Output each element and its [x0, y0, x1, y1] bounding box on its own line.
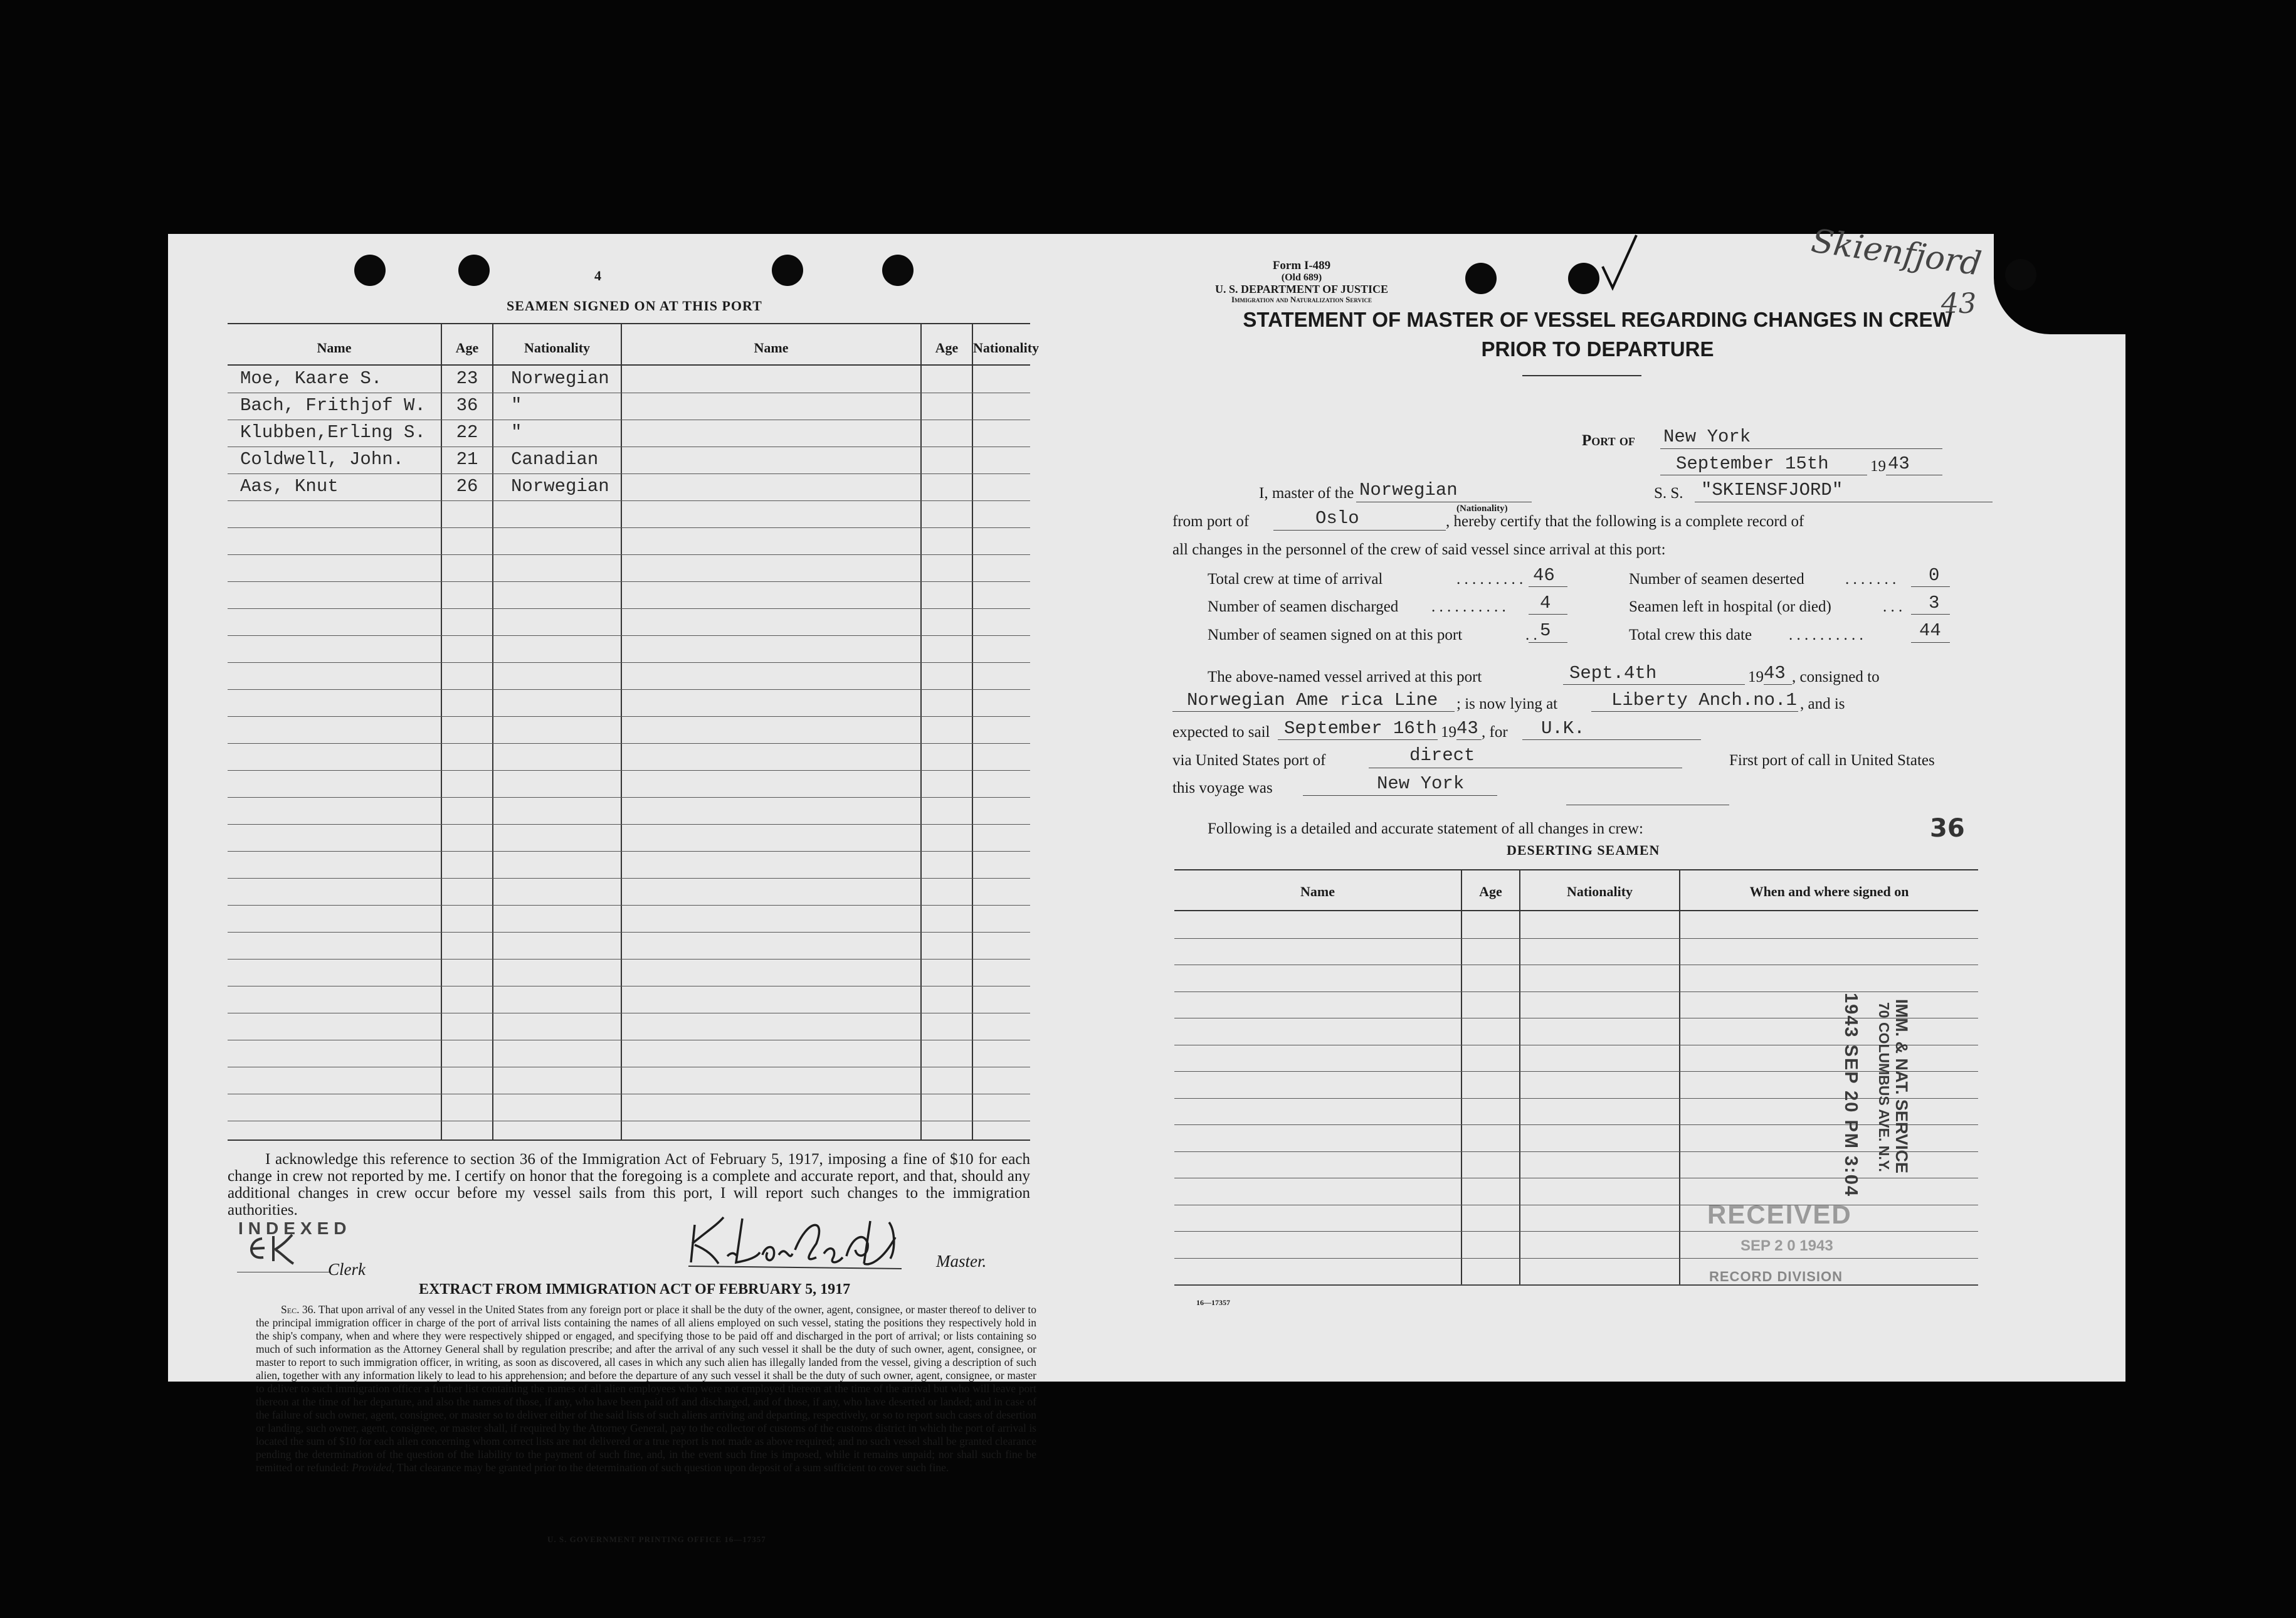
seaman-name: Aas, Knut [240, 476, 339, 497]
table-row [228, 635, 1030, 663]
table-row [1174, 965, 1978, 992]
handwritten-ship-name: Skienfjord [1809, 222, 1984, 283]
arrived-year: 43 [1764, 663, 1786, 684]
seaman-age: 36 [456, 395, 478, 416]
voyage-port: New York [1377, 773, 1465, 794]
table-row [228, 716, 1030, 744]
stamp-address: 70 COLUMBUS AVE. N.Y. [1876, 1002, 1892, 1172]
desert-col-age: Age [1479, 884, 1502, 899]
ship-name: "SKIENSFJORD" [1701, 480, 1843, 500]
punch-hole [2005, 259, 2036, 290]
table-row [228, 878, 1030, 906]
table-row [228, 393, 1030, 420]
table-row [1174, 1205, 1978, 1232]
form-title-line2: PRIOR TO DEPARTURE [1481, 337, 1714, 361]
seaman-nationality: " [511, 395, 522, 416]
arrived-value: Sept.4th [1569, 663, 1657, 684]
seamen-deserted: 0 [1929, 565, 1940, 586]
seaman-name: Coldwell, John. [240, 449, 404, 470]
consignee: Norwegian Ame rica Line [1187, 690, 1438, 711]
expected-year: 43 [1456, 718, 1478, 739]
extract-title: EXTRACT FROM IMMIGRATION ACT OF FEBRUARY 5, 1917 [419, 1281, 851, 1298]
seaman-age: 26 [456, 476, 478, 497]
seamen-signed-on-table [228, 323, 1040, 1141]
seaman-name: Moe, Kaare S. [240, 368, 382, 389]
indexed-stamp: INDEXED [238, 1219, 352, 1238]
table-row [228, 527, 1030, 555]
stamp-received-date: SEP 2 0 1943 [1740, 1237, 1833, 1254]
seaman-age: 23 [456, 368, 478, 389]
table-row [228, 1067, 1030, 1094]
destination: U.K. [1541, 718, 1585, 739]
col-header-age: Age [455, 340, 479, 356]
acknowledgement-text: I acknowledge this reference to section 36 of the Immigration Act of February 5, 1917, imposing a fine of $10 for each change in crew not reported by me. I certify on honor that the foregoing is a complete and accurate report, and that, should any additional changes in crew occur before my vessel sails from this port, I will report such changes to the immigration authorities. [228, 1151, 1030, 1219]
punch-hole [1568, 263, 1599, 294]
desert-col-signed-on: When and where signed on [1749, 884, 1909, 899]
lying-value: Liberty Anch.no.1 [1611, 690, 1797, 711]
stamp-received: RECEIVED [1707, 1200, 1852, 1229]
expected-value: September 16th [1284, 718, 1437, 739]
table-row [228, 905, 1030, 933]
handwritten-number: 43 [1941, 288, 1976, 320]
form-title-line1: STATEMENT OF MASTER OF VESSEL REGARDING CHANGES IN CREW [1243, 308, 1952, 331]
table-row [228, 554, 1030, 582]
punch-hole [1465, 263, 1497, 294]
table-row [228, 1094, 1030, 1121]
table-row [1174, 911, 1978, 939]
left-page [168, 234, 1115, 1544]
punch-hole [882, 255, 914, 286]
section-title: SEAMEN SIGNED ON AT THIS PORT [507, 298, 762, 314]
table-row [228, 447, 1030, 474]
via-port: direct [1409, 745, 1475, 766]
seaman-name: Bach, Frithjof W. [240, 395, 426, 416]
punch-hole [458, 255, 490, 286]
seaman-nationality: Norwegian [511, 476, 609, 497]
from-port-value: Oslo [1315, 508, 1359, 529]
seaman-nationality: Canadian [511, 449, 599, 470]
table-row [228, 473, 1030, 501]
seaman-age: 22 [456, 422, 478, 443]
master-label: Master. [936, 1252, 987, 1271]
total-crew-date: 44 [1919, 620, 1941, 641]
desert-col-name: Name [1300, 884, 1335, 899]
table-row [228, 824, 1030, 852]
deserting-title: DESERTING SEAMEN [1507, 842, 1660, 858]
table-row [228, 959, 1030, 986]
nationality-value: Norwegian [1359, 480, 1458, 500]
seaman-age: 21 [456, 449, 478, 470]
form-number: Form I-489 [1272, 259, 1331, 272]
table-row [228, 932, 1030, 960]
punch-hole [354, 255, 386, 286]
table-row [228, 986, 1030, 1013]
table-row [228, 662, 1030, 690]
table-row [1174, 1231, 1978, 1259]
extract-text: Sec. 36. That upon arrival of any vessel in the United States from any foreign port or place it shall be the duty of the owner, agent, consignee, or master thereof to deliver to the principal immigration officer in charge of the port of arrival lists containing the names of all aliens employed on such vessel, stating the positions they respectively hold in the ship's company, when and where they were respectively shipped or engaged, and specifying those to be paid off and discharged in the port of arrival; or lists containing so much of such information as the Attorney General shall by regulation prescribe; and after the arrival of any such vessel it shall be the duty of such owner, agent, consignee, or master to report to such immigration officer, in writing, as soon as discovered, all cases in which any such alien has illegally landed from the vessel, giving a description of such alien, together with any information likely to lead to his apprehension; and before the departure of any such vessel it shall be the duty of such owner, agent, consignee, or master to deliver to such immigration officer a further list containing the names of all alien employees who were not employed thereon at the time of the arrival but who will leave port thereon at the time of her departure, and also the names of those, if any, who have been paid off and discharged, and of those, if any, who have deserted or landed; and in case of the failure of such owner, agent, consignee, or master so to deliver either of the said lists of such aliens arriving and departing, respectively, or so to report such cases of desertion or landing, such owner, agent, consignee, or master shall, if required by the Attorney General, pay to the collector of customs of the customs district in which the port of arrival is located the sum of $10 for each alien concerning whom correct lists are not delivered or a true report is not made as above required; and no such vessel shall be granted clearance pending the determination of the question of the liability to the payment of such fine, and, in the event such fine is imposed, while it remains unpaid; nor shall such fine be remitted or refunded: Provided, That clearance may be granted prior to the determination of such question upon deposit of a sum sufficient to cover such fine. [256, 1303, 1036, 1474]
table-row [1174, 938, 1978, 966]
service: Immigration and Naturalization Service [1231, 295, 1372, 304]
col-header-nationality: Nationality [524, 340, 591, 356]
col-header-nationality-2: Nationality [973, 340, 1040, 356]
clerk-initials [243, 1231, 319, 1269]
table-row [228, 608, 1030, 636]
seamen-hospital: 3 [1929, 593, 1940, 613]
table-row [228, 797, 1030, 825]
table-row [228, 689, 1030, 717]
handwritten-36: 36 [1930, 814, 1965, 843]
port-label: Port of [1582, 432, 1635, 449]
col-header-age-2: Age [935, 340, 959, 356]
seaman-nationality: Norwegian [511, 368, 609, 389]
seamen-discharged: 4 [1540, 593, 1551, 613]
stamp-record-division: RECORD DIVISION [1709, 1269, 1843, 1284]
table-row [228, 500, 1030, 528]
punch-hole [772, 255, 803, 286]
check-mark [1598, 234, 1641, 297]
table-row [228, 420, 1030, 447]
table-row [228, 1040, 1030, 1067]
print-code: 16—17357 [1196, 1298, 1230, 1307]
clerk-label: Clerk [328, 1260, 366, 1279]
table-row [228, 581, 1030, 609]
total-crew-arrival: 46 [1533, 565, 1555, 586]
page-number: 4 [594, 268, 601, 283]
table-row [228, 366, 1030, 393]
right-page: Form I-489 (Old 689) U. S. DEPARTMENT OF JUSTICE Immigration and Naturalization Service Skienfjord 43 STATEMENT OF MASTER OF VESSEL REGARDING CHANGES IN CREW PRIOR TO DEPARTURE Port of New York September 15th 19 43 I, master of the Norwegian (Nationality) S. S. "SKIENSFJORD" from port of Oslo , hereby certify that the following is a complete record of all changes in the personnel of the crew of said vessel since arrival at this port: Total crew at time of arrival . . . . . . . . . 46 Number of seamen discharged . . . . . . . . . . 4 Number of seamen signed on at this port . . 5 Number of seamen deserted . . . . . . . 0 Seamen left in hospital (or died) . . . 3 Total crew this date . . . . . . . . . . 44 The above-named vessel arrived at this port Sept.4th 19 43 , consigned to Norwegian Ame rica Line ; is now lying at Liberty Anch.no.1 , and is expected to sail September 16th 19 43 , for U.K. via United States port of direct First port of call in United States this voyage was New York Following is a detailed and accurate statement of all changes in crew: 36 DESERTING SEAMEN Name Age Nationality When and where signed on IMM. & NAT. SERVICE 70 COLUMBUS AVE. N.Y. 1943 SEP 20 PM 3:04 RECEIVED SEP 2 0 1943 RECORD DIVISION 16—17357 [1115, 234, 2125, 1382]
table-row [1174, 1258, 1978, 1286]
form-old: (Old 689) [1281, 272, 1322, 283]
table-row [228, 851, 1030, 879]
table-row [228, 743, 1030, 771]
desert-col-nationality: Nationality [1566, 884, 1633, 899]
seamen-signed-on: 5 [1540, 620, 1551, 641]
table-row [228, 770, 1030, 798]
table-row [228, 1013, 1030, 1040]
date-value: September 15th [1676, 453, 1829, 474]
year-value: 43 [1888, 453, 1910, 474]
master-signature [682, 1206, 908, 1275]
printing-office: U. S. GOVERNMENT PRINTING OFFICE 16—17357 [547, 1535, 766, 1544]
col-header-name-2: Name [754, 340, 789, 356]
seaman-name: Klubben,Erling S. [240, 422, 426, 443]
seaman-nationality: " [511, 422, 522, 443]
col-header-name: Name [317, 340, 352, 356]
port-value: New York [1663, 426, 1751, 447]
stamp-service: IMM. & NAT. SERVICE [1892, 999, 1911, 1174]
department: U. S. DEPARTMENT OF JUSTICE [1214, 283, 1389, 295]
nationality-caption: (Nationality) [1456, 504, 1508, 514]
stamp-date: 1943 SEP 20 PM 3:04 [1841, 993, 1861, 1198]
